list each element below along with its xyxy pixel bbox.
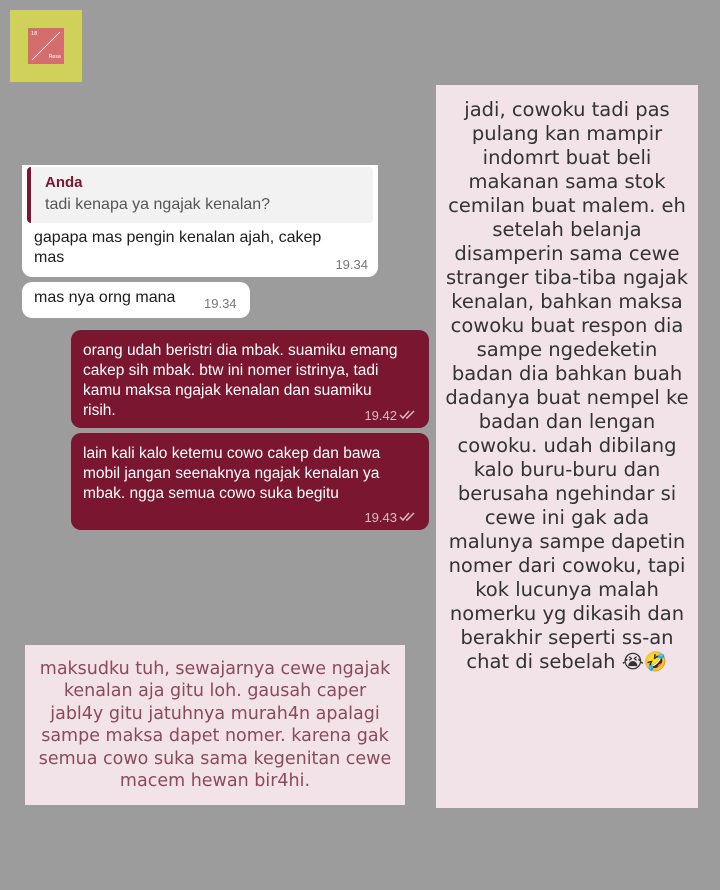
story-note-right-body: jadi, cowoku tadi pas pulang kan mampir indomrt buat beli makanan sama stok cemilan buat malem. eh setelah belanja disamperin sama cewe stranger tiba-tiba ngajak kenalan, bahkan maksa cowoku buat respon dia sampe ngedeketin badan dia bahkan buah dadanya buat nempel ke badan dan lengan cowoku. udah dibilang kalo buru-buru dan berusaha ngehindar si cewe ini gak ada malunya sampe dapetin nomer dari cowoku, tapi kok lucunya malah nomerku yg dikasih dan berakhir seperti ss-an chat di sebelah xyxy=(445,98,689,673)
message-time: 19.34 xyxy=(204,296,237,311)
logo-text-top: 18 xyxy=(31,31,38,37)
message-text: gapapa mas pengin kenalan ajah, cakep mas xyxy=(34,229,322,266)
message-text: mas nya orng mana xyxy=(34,289,176,306)
message-bubble-outgoing[interactable] xyxy=(71,330,429,428)
message-bubble-incoming[interactable] xyxy=(22,165,378,277)
story-note-left-text: maksudku tuh, sewajarnya cewe ngajak kenalan aja gitu loh. gausah caper jabl4y gitu jatuhnya murah4n apalagi sampe maksa dapet nomer. karena gak semua cowo suka sama kegenitan cewe macem hewan bir4hi. xyxy=(38,659,392,792)
double-check-icon xyxy=(399,410,417,420)
story-note-right-text xyxy=(444,98,690,674)
message-bubble-incoming[interactable] xyxy=(22,282,250,318)
crying-laughing-emoji-icon: 😭🤣 xyxy=(621,651,668,673)
double-check-icon xyxy=(399,512,417,522)
logo-mark xyxy=(28,28,64,64)
reply-quote-text: tadi kenapa ya ngajak kenalan? xyxy=(45,196,271,213)
message-text: orang udah beristri dia mbak. suamiku emang cakep sih mbak. btw ini nomer istrinya, tadi kamu maksa ngajak kenalan dan suamiku risih. xyxy=(83,342,398,419)
story-note-left xyxy=(25,645,405,805)
logo xyxy=(10,10,82,82)
message-bubble-outgoing[interactable] xyxy=(71,433,429,530)
message-time: 19.34 xyxy=(335,257,368,272)
story-note-right xyxy=(436,85,698,808)
reply-quote-author: Anda xyxy=(45,174,83,191)
message-time: 19.42 xyxy=(364,408,397,423)
message-text: lain kali kalo ketemu cowo cakep dan bawa mobil jangan seenaknya ngajak kenalan ya mbak. ngga semua cowo suka begitu xyxy=(83,445,381,502)
reply-quote[interactable] xyxy=(27,167,373,223)
message-time: 19.43 xyxy=(364,510,397,525)
logo-text-bottom: Resa xyxy=(49,54,61,60)
